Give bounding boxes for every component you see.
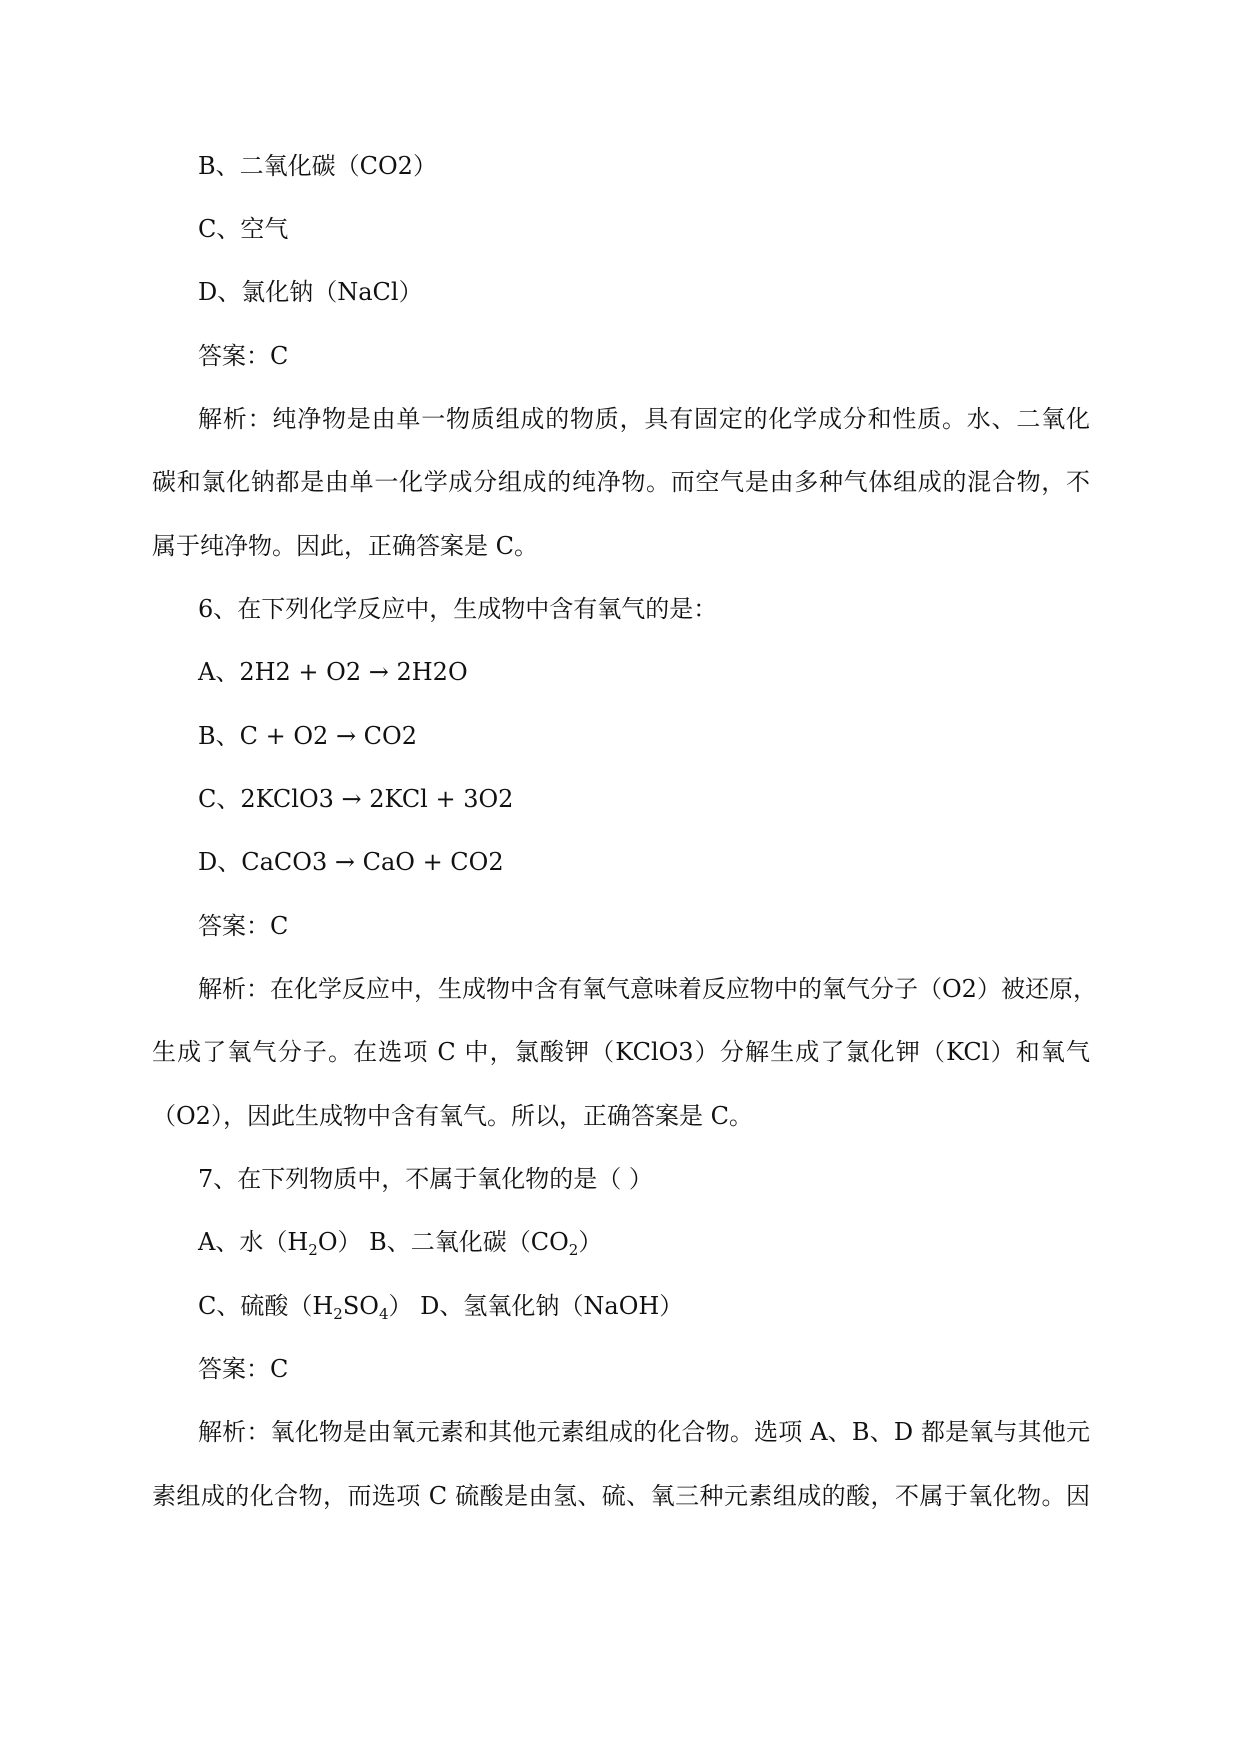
q7-options-row-2 [198, 1290, 683, 1322]
q6-option-d: D、CaCO3 → CaO + CO2 [198, 848, 504, 876]
q7-option-a-subscript: 2 [308, 1241, 318, 1259]
q7-option-c-subscript-2: 4 [378, 1305, 389, 1323]
q6-option-b: B、C + O2 → CO2 [198, 722, 417, 750]
q7-option-c-mid: SO [342, 1292, 379, 1320]
q7-question: 7、在下列物质中，不属于氧化物的是（ ） [198, 1165, 653, 1193]
q6-option-a: A、2H2 + O2 → 2H2O [198, 658, 468, 686]
q7-option-c-prefix: C、硫酸（H [198, 1292, 334, 1320]
q5-option-d: D、氯化钠（NaCl） [198, 278, 423, 306]
q5-option-c: C、空气 [198, 215, 289, 243]
q5-explanation-line-3: 属于纯净物。因此，正确答案是 C。 [152, 532, 538, 560]
q5-option-b: B、二氧化碳（CO2） [198, 152, 437, 180]
q7-option-a-suffix: O） B、二氧化碳（CO [317, 1228, 569, 1256]
q6-explanation-line-1: 解析：在化学反应中，生成物中含有氧气意味着反应物中的氧气分子（O2）被还原， [198, 975, 1097, 1003]
q7-option-b-subscript: 2 [568, 1241, 579, 1259]
q5-answer: 答案：C [198, 342, 289, 370]
q7-option-a-prefix: A、水（H [198, 1228, 309, 1256]
q6-explanation-line-2: 生成了氧气分子。在选项 C 中，氯酸钾（KClO3）分解生成了氯化钾（KCl）和氧气 [152, 1038, 1090, 1066]
q7-answer: 答案：C [198, 1355, 289, 1383]
q7-explanation-line-2: 素组成的化合物，而选项 C 硫酸是由氢、硫、氧三种元素组成的酸，不属于氧化物。因 [152, 1482, 1090, 1510]
q5-explanation-line-2: 碳和氯化钠都是由单一化学成分组成的纯净物。而空气是由多种气体组成的混合物，不 [152, 468, 1090, 496]
q7-option-c-subscript-1: 2 [333, 1305, 343, 1323]
q7-options-row-1 [198, 1226, 602, 1258]
q6-answer: 答案：C [198, 912, 289, 940]
q6-option-c: C、2KClO3 → 2KCl + 3O2 [198, 785, 514, 813]
q7-explanation-line-1: 解析：氧化物是由氧元素和其他元素组成的化合物。选项 A、B、D 都是氧与其他元 [198, 1418, 1090, 1446]
q5-explanation-line-1: 解析：纯净物是由单一物质组成的物质，具有固定的化学成分和性质。水、二氧化 [198, 405, 1090, 433]
q6-explanation-line-3: （O2），因此生成物中含有氧气。所以，正确答案是 C。 [152, 1102, 753, 1130]
q6-question: 6、在下列化学反应中，生成物中含有氧气的是： [198, 595, 718, 623]
q7-option-c-suffix: ） D、氢氧化钠（NaOH） [388, 1292, 684, 1320]
q7-option-b-suffix: ） [578, 1228, 603, 1256]
